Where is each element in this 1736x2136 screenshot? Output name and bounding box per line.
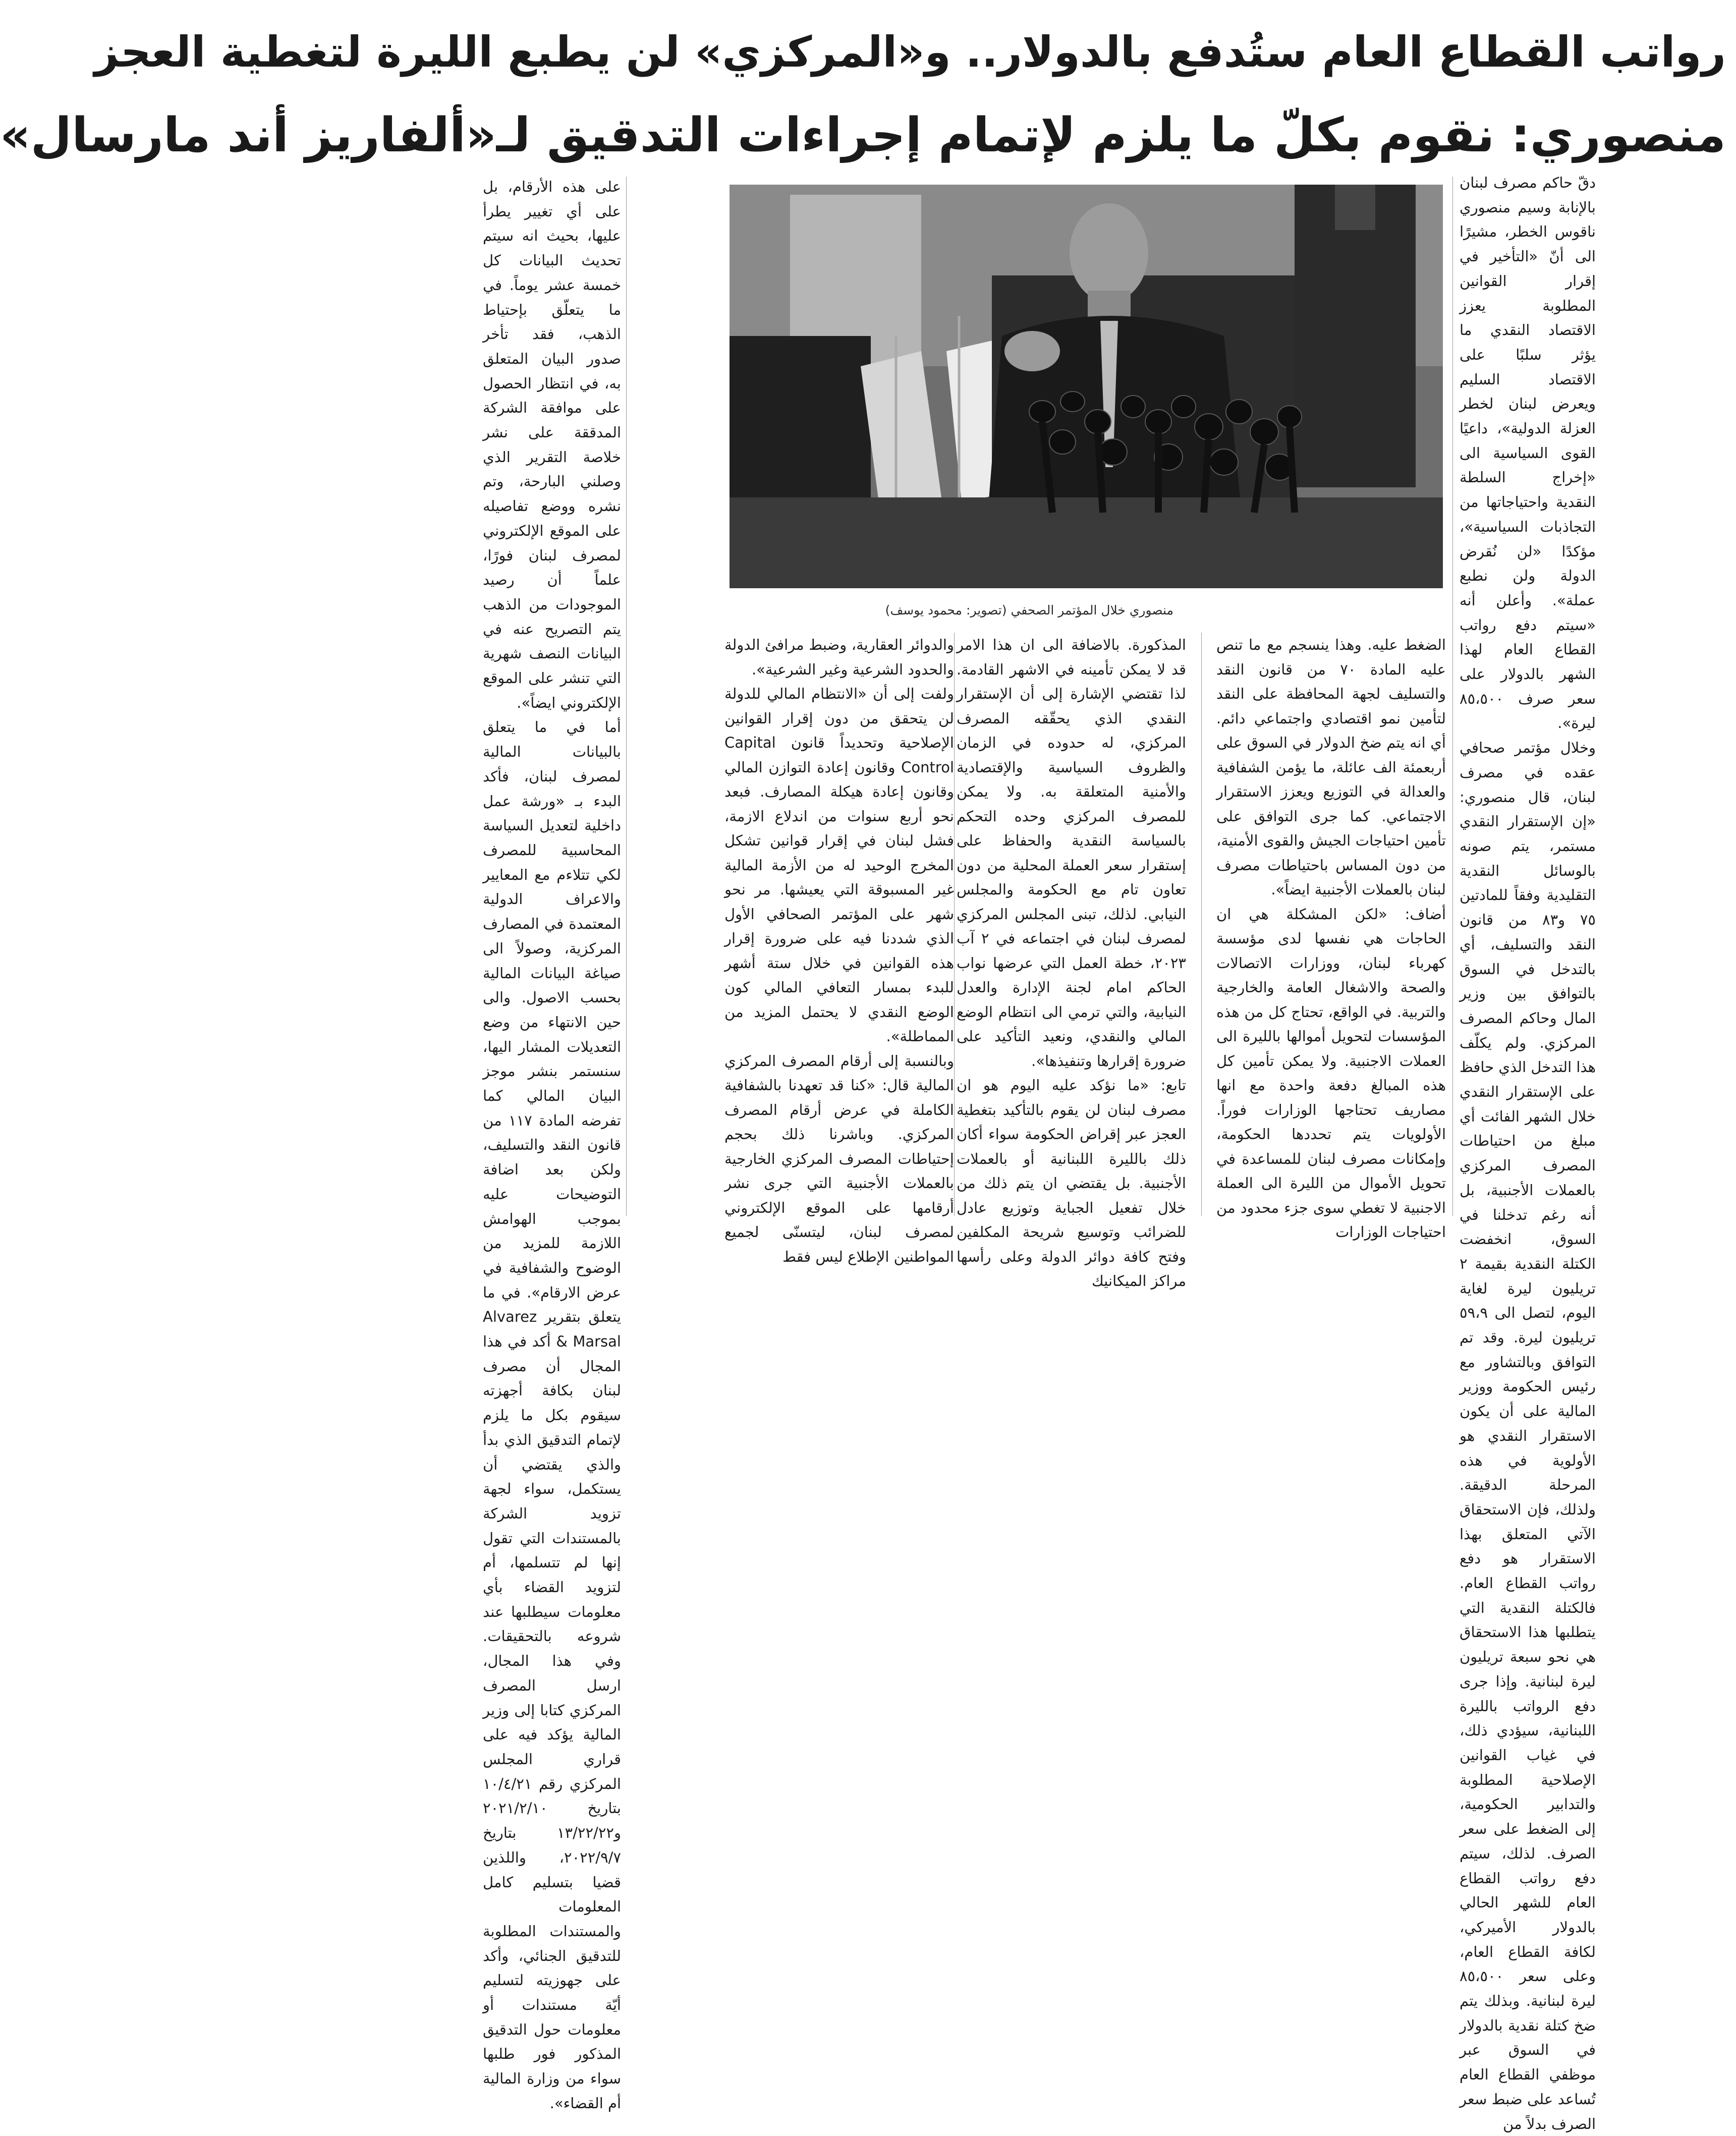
column-rule [626, 177, 627, 1216]
article-column-bottom-1 [1216, 633, 1446, 1241]
paragraph: المذكورة. بالاضافة الى ان هذا الامر قد لا يمكن تأمينه في الاشهر القادمة. لذا تقتضي الإشارة إلى أن الإستقرار النقدي الذي يحقّقه المصرف المركزي، له حدوده في الزمان والظروف السياسية والإقتصادية والأمنية المتعلقة به. ولا يمكن للمصرف المركزي وحده التحكم بالسياسة النقدية والحفاظ على إستقرار سعر العملة المحلية من دون تعاون تام مع الحكومة والمجلس النيابي. لذلك، تبنى المجلس المركزي لمصرف لبنان في اجتماعه في ٢ آب ٢٠٢٣، خطة العمل التي عرضها نواب الحاكم امام لجنة الإدارة والعدل النيابية، والتي ترمي الى انتظام الوضع المالي والنقدي، ونعيد التأكيد على ضرورة إقرارها وتنفيذها». [957, 636, 1186, 1070]
article-column-bottom-3 [724, 633, 954, 1265]
paragraph: تابع: «ما نؤكد عليه اليوم هو ان مصرف لبنان لن يقوم بالتأكيد بتغطية العجز عبر إقراض الحكومة سواء أكان ذلك بالليرة اللبنانية أو بالعملات الأجنبية. بل يقتضي ان يتم ذلك من خلال تفعيل الجباية وتوزيع عادل للضرائب وتوسيع شريحة المكلفين وفتح كافة دوائر الدولة وعلى رأسها مراكز الميكانيك [957, 1077, 1186, 1289]
column-rule [1201, 633, 1202, 1216]
paragraph: أضاف: «لكن المشكلة هي ان الحاجات هي نفسها لدى مؤسسة كهرباء لبنان، ووزارات الاتصالات والصحة والاشغال العامة والخارجية والتربية. في الواقع، تحتاج كل من هذه المؤسسات لتحويل أموالها بالليرة الى العملات الاجنبية. ولا يمكن تأمين كل هذه المبالغ دفعة واحدة مع انها مصاريف تحتاجها الوزارات فوراً. الأولويات يتم تحددها الحكومة، وإمكانات مصرف لبنان للمساعدة في تحويل الأموال من الليرة الى العملة الاجنبية لا تغطي سوى جزء محدود من احتياجات الوزارات [1216, 905, 1446, 1241]
article-column-left [483, 175, 621, 2112]
paragraph: وبالنسبة إلى أرقام المصرف المركزي المالية قال: «كنا قد تعهدنا بالشفافية الكاملة في عرض أرقام المصرف المركزي. وباشرنا ذلك بحجم إحتياطات المصرف المركزي الخارجية بالعملات الأجنبية التي جرى نشر أرقامها على الموقع الإلكتروني لمصرف لبنان، ليتسنّى لجميع المواطنين الإطلاع ليس فقط [724, 1052, 954, 1265]
paragraph: وخلال مؤتمر صحافي عقده في مصرف لبنان، قال منصوري: «إن الإستقرار النقدي مستمر، يتم صونه بالوسائل النقدية التقليدية وفقاً للمادتين ٧٥ و٨٣ من قانون النقد والتسليف، أي بالتدخل في السوق بالتوافق بين وزير المال وحاكم المصرف المركزي. ولم يكلّف هذا التدخل الذي حافظ على الإستقرار النقدي خلال الشهر الفائت أي مبلغ من احتياطات المصرف المركزي بالعملات الأجنبية، بل أنه رغم تدخلنا في السوق، انخفضت الكتلة النقدية بقيمة ٢ تريليون ليرة لغاية اليوم، لتصل الى ٥٩،٩ تريليون ليرة. وقد تم التوافق وبالتشاور مع رئيس الحكومة ووزير المالية على أن يكون الاستقرار النقدي هو الأولوية في هذه المرحلة الدقيقة. ولذلك، فإن الاستحقاق الآتي المتعلق بهذا الاستقرار هو دفع رواتب القطاع العام. فالكتلة النقدية التي يتطلبها هذا الاستحقاق هي نحو سبعة تريليون ليرة لبنانية. وإذا جرى دفع الرواتب بالليرة اللبنانية، سيؤدي ذلك، في غياب القوانين الإصلاحية المطلوبة والتدابير الحكومية، إلى الضغط على سعر الصرف. لذلك، سيتم دفع رواتب القطاع العام للشهر الحالي بالدولار الأميركي، لكافة القطاع العام، وعلى سعر ٨٥،٥٠٠ ليرة لبنانية. وبذلك يتم ضخ كتلة نقدية بالدولار في السوق عبر موظفي القطاع العام تُساعد على ضبط سعر الصرف بدلاً من [1460, 739, 1596, 2132]
press-conference-photo [730, 185, 1443, 588]
column-rule [1452, 177, 1453, 1216]
column-rule [954, 633, 955, 1216]
photo-caption: منصوري خلال المؤتمر الصحفي (تصوير: محمود يوسف) [885, 603, 1173, 617]
headline-top: رواتب القطاع العام ستُدفع بالدولار.. و«المركزي» لن يطبع الليرة لتغطية العجز [94, 27, 1726, 77]
headline-main: منصوري: نقوم بكلّ ما يلزم لإتمام إجراءات التدقيق لـ«ألفاريز أند مارسال» [0, 108, 1726, 163]
photo-illustration [730, 185, 1443, 588]
article-column-bottom-2 [957, 633, 1186, 1289]
article-column-right [1460, 171, 1596, 2132]
paragraph: والدوائر العقارية، وضبط مرافئ الدولة والحدود الشرعية وغير الشرعية». [724, 636, 954, 678]
paragraph: الضغط عليه. وهذا ينسجم مع ما تنص عليه المادة ٧٠ من قانون النقد والتسليف لجهة المحافظة على النقد لتأمين نمو اقتصادي واجتماعي دائم. أي انه يتم ضخ الدولار في السوق على أربعمئة الف عائلة، ما يؤمن الشفافية والعدالة في التوزيع ويعزز الاستقرار الاجتماعي. كما جرى التوافق على تأمين احتياجات الجيش والقوى الأمنية، من دون المساس باحتياطات مصرف لبنان بالعملات الأجنبية ايضاً». [1216, 636, 1446, 898]
paragraph: على هذه الأرقام، بل على أي تغيير يطرأ عليها، بحيث انه سيتم تحديث البيانات كل خمسة عشر يوماً. في ما يتعلّق بإحتياط الذهب، فقد تأخر صدور البيان المتعلق به، في انتظار الحصول على موافقة الشركة المدققة على نشر خلاصة التقرير الذي وصلني البارحة، وتم نشره ووضع تفاصيله على الموقع الإلكتروني لمصرف لبنان فورًا، علماً أن رصيد الموجودات من الذهب يتم التصريح عنه في البيانات النصف شهرية التي تنشر على الموقع الإلكتروني ايضاً». [483, 178, 621, 711]
paragraph: ولفت إلى أن «الانتظام المالي للدولة لن يتحقق من دون إقرار القوانين الإصلاحية وتحديداً قانون Capital Control وقانون إعادة التوازن المالي وقانون إعادة هيكلة المصارف. فبعد نحو أربع سنوات من اندلاع الازمة، فشل لبنان في إقرار قوانين تشكل المخرج الوحيد له من الأزمة المالية غير المسبوقة التي يعيشها. مر نحو شهر على المؤتمر الصحافي الأول الذي شددنا فيه على ضرورة إقرار هذه القوانين في خلال ستة أشهر للبدء بمسار التعافي المالي كون الوضع النقدي لا يحتمل المزيد من المماطلة». [724, 685, 954, 1045]
paragraph: أما في ما يتعلق بالبيانات المالية لمصرف لبنان، فأكد البدء بـ «ورشة عمل داخلية لتعديل السياسة المحاسبية للمصرف لكي تتلاءم مع المعايير والاعراف الدولية المعتمدة في المصارف المركزية، وصولاً الى صياغة البيانات المالية بحسب الاصول. والى حين الانتهاء من وضع التعديلات المشار اليها، سنستمر بنشر موجز البيان المالي كما تفرضه المادة ١١٧ من قانون النقد والتسليف، ولكن بعد اضافة التوضيحات عليه بموجب الهوامش اللازمة للمزيد من الوضوح والشفافية في عرض الارقام». في ما يتعلق بتقرير Alvarez & Marsal أكد في هذا المجال أن مصرف لبنان بكافة أجهزته سيقوم بكل ما يلزم لإتمام التدقيق الذي بدأ والذي يقتضي أن يستكمل، سواء لجهة تزويد الشركة بالمستندات التي تقول إنها لم تتسلمها، أم لتزويد القضاء بأي معلومات سيطلبها عند شروعه بالتحقيقات. وفي هذا المجال، ارسل المصرف المركزي كتابا إلى وزير المالية يؤكد فيه على قراري المجلس المركزي رقم ١٠/٤/٢١ بتاريخ ٢٠٢١/٢/١٠ و١٣/٢٢/٢٢ بتاريخ ٢٠٢٢/٩/٧، واللذين قضيا بتسليم كامل المعلومات والمستندات المطلوبة للتدقيق الجنائي، وأكد على جهوزيته لتسليم أيّة مستندات أو معلومات حول التدقيق المذكور فور طلبها سواء من وزارة المالية أم القضاء». [483, 718, 621, 2112]
paragraph: دقّ حاكم مصرف لبنان بالإنابة وسيم منصوري ناقوس الخطر، مشيرًا الى أنّ «التأخير في إقرار القوانين المطلوبة يعزز الاقتصاد النقدي ما يؤثر سلبًا على الاقتصاد السليم ويعرض لبنان لخطر العزلة الدولية»، داعيًا القوى السياسية الى «إخراج السلطة النقدية واحتياجاتها من التجاذبات السياسية»، مؤكدًا «لن نُقرض الدولة ولن نطبع عملة». وأعلن أنه «سيتم دفع رواتب القطاع العام لهذا الشهر بالدولار على سعر صرف ٨٥،٥٠٠ ليرة». [1460, 174, 1596, 732]
